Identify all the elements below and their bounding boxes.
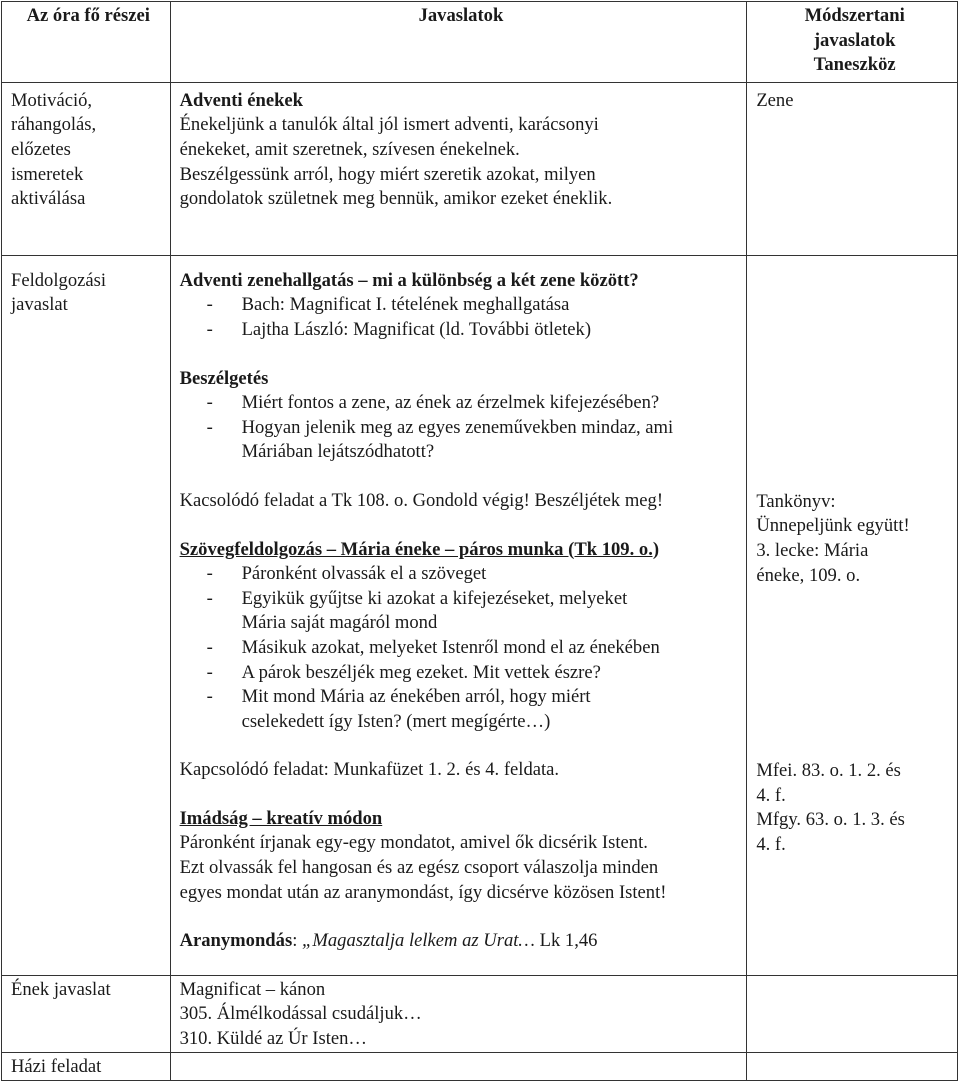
song-line: 310. Küldé az Úr Isten…	[179, 1027, 367, 1049]
tool-workbook-line: Mfei. 83. o. 1. 2. és	[756, 760, 901, 782]
text-item: - A párok beszéljék meg ezeket. Mit vettek észre?	[206, 661, 601, 683]
part-line: Feldolgozási	[11, 269, 107, 291]
header-suggestions: Javaslatok	[170, 2, 747, 83]
text-item-continuation: Mária saját magáról mond	[241, 612, 438, 634]
listening-item: - Lajtha László: Magnificat (ld. További ötletek)	[206, 318, 592, 340]
golden-verse-quote: „Magasztalja lelkem az Urat…	[302, 930, 535, 952]
tool-music	[747, 82, 958, 255]
listening-title: Adventi zenehallgatás – mi a különbség a két zene között?	[179, 269, 639, 291]
header-methods-line3: Taneszköz	[813, 54, 896, 76]
text-item: - Páronként olvassák el a szöveget	[206, 563, 487, 585]
part-songs: Ének javaslat	[2, 975, 171, 1052]
tool-homework	[747, 1052, 958, 1080]
row-motivation	[2, 82, 958, 255]
text-item: - Egyikük gyűjtse ki azokat a kifejezéseket, melyeket	[206, 587, 628, 609]
header-methods-line1: Módszertani	[804, 5, 905, 26]
tool-processing	[747, 255, 958, 975]
header-methods-line2: javaslatok	[813, 29, 896, 51]
related-task-2: Kapcsolódó feladat: Munkafüzet 1. 2. és 4. feldata.	[179, 759, 560, 781]
song-line: Magnificat – kánon	[179, 978, 326, 1000]
part-line: aktiválása	[11, 188, 86, 210]
tool-book-line: éneke, 109. o.	[756, 564, 861, 586]
talk-item: - Miért fontos a zene, az ének az érzelmek kifejezésében?	[206, 392, 660, 414]
part-line: ráhangolás,	[11, 114, 97, 136]
tool-book-line: Tankönyv:	[756, 490, 836, 512]
part-processing	[2, 255, 171, 975]
part-line: előzetes	[11, 138, 71, 160]
suggestion-songs	[170, 975, 747, 1052]
suggestion-advent-songs	[170, 82, 747, 255]
song-line: 305. Álmélkodással csudáljuk…	[179, 1003, 422, 1025]
related-task-1: Kacsolódó feladat a Tk 108. o. Gondold végig! Beszéljétek meg!	[179, 489, 664, 511]
tool-workbook-line: 4. f.	[756, 784, 786, 806]
advent-songs-title: Adventi énekek	[179, 89, 304, 111]
prayer-title: Imádság – kreatív módon	[179, 807, 383, 829]
part-homework: Házi feladat	[2, 1052, 171, 1080]
row-homework	[2, 1052, 958, 1080]
part-line: Motiváció,	[11, 89, 93, 111]
row-processing	[2, 255, 958, 975]
header-methods	[747, 2, 958, 83]
talk-item-continuation: Máriában lejátszódhatott?	[241, 441, 435, 463]
prayer-line: Páronként írjanak egy-egy mondatot, amivel ők dicsérik Istent.	[179, 832, 648, 854]
golden-verse: Aranymondás: „Magasztalja lelkem az Urat… Lk 1,46	[179, 930, 598, 952]
suggestion-homework	[170, 1052, 747, 1080]
part-line: javaslat	[11, 294, 68, 316]
advent-songs-line: gondolatok születnek meg bennük, amikor ezeket éneklik.	[179, 188, 613, 210]
text-item: - Mit mond Mária az énekében arról, hogy miért	[206, 686, 591, 708]
tool-songs	[747, 975, 958, 1052]
tool-book-line: Ünnepeljünk együtt!	[756, 515, 910, 537]
text-processing-title: Szövegfeldolgozás – Mária éneke – páros munka (Tk 109. o.)	[179, 538, 660, 560]
tool-workbook-line: Mfgy. 63. o. 1. 3. és	[756, 809, 905, 831]
row-songs	[2, 975, 958, 1052]
part-motivation	[2, 82, 171, 255]
suggestion-processing	[170, 255, 747, 975]
advent-songs-line: Énekeljünk a tanulók által jól ismert adventi, karácsonyi	[179, 114, 599, 136]
tool-music-label: Zene	[756, 89, 794, 111]
prayer-line: egyes mondat után az aranymondást, így dicsérve közösen Istent!	[179, 881, 667, 903]
golden-verse-reference: Lk 1,46	[534, 930, 598, 952]
text-item-continuation: cselekedett így Isten? (mert megígérte…)	[241, 710, 551, 732]
talk-title: Beszélgetés	[179, 367, 269, 389]
tool-workbook-line: 4. f.	[756, 833, 786, 855]
advent-songs-line: Beszélgessünk arról, hogy miért szeretik azokat, milyen	[179, 163, 596, 185]
tool-book-line: 3. lecke: Mária	[756, 539, 869, 561]
header-row	[2, 2, 958, 83]
prayer-line: Ezt olvassák fel hangosan és az egész csoport válaszolja minden	[179, 857, 659, 879]
listening-item: - Bach: Magnificat I. tételének meghallgatása	[206, 294, 570, 316]
lesson-plan-table	[1, 1, 958, 1081]
text-item: - Másikuk azokat, melyeket Istenről mond el az énekében	[206, 636, 660, 658]
header-parts: Az óra fő részei	[2, 2, 171, 83]
talk-item: - Hogyan jelenik meg az egyes zeneművekben mindaz, ami	[206, 416, 674, 438]
advent-songs-line: énekeket, amit szeretnek, szívesen énekelnek.	[179, 138, 520, 160]
golden-verse-label: Aranymondás	[179, 930, 293, 952]
part-line: ismeretek	[11, 163, 84, 185]
